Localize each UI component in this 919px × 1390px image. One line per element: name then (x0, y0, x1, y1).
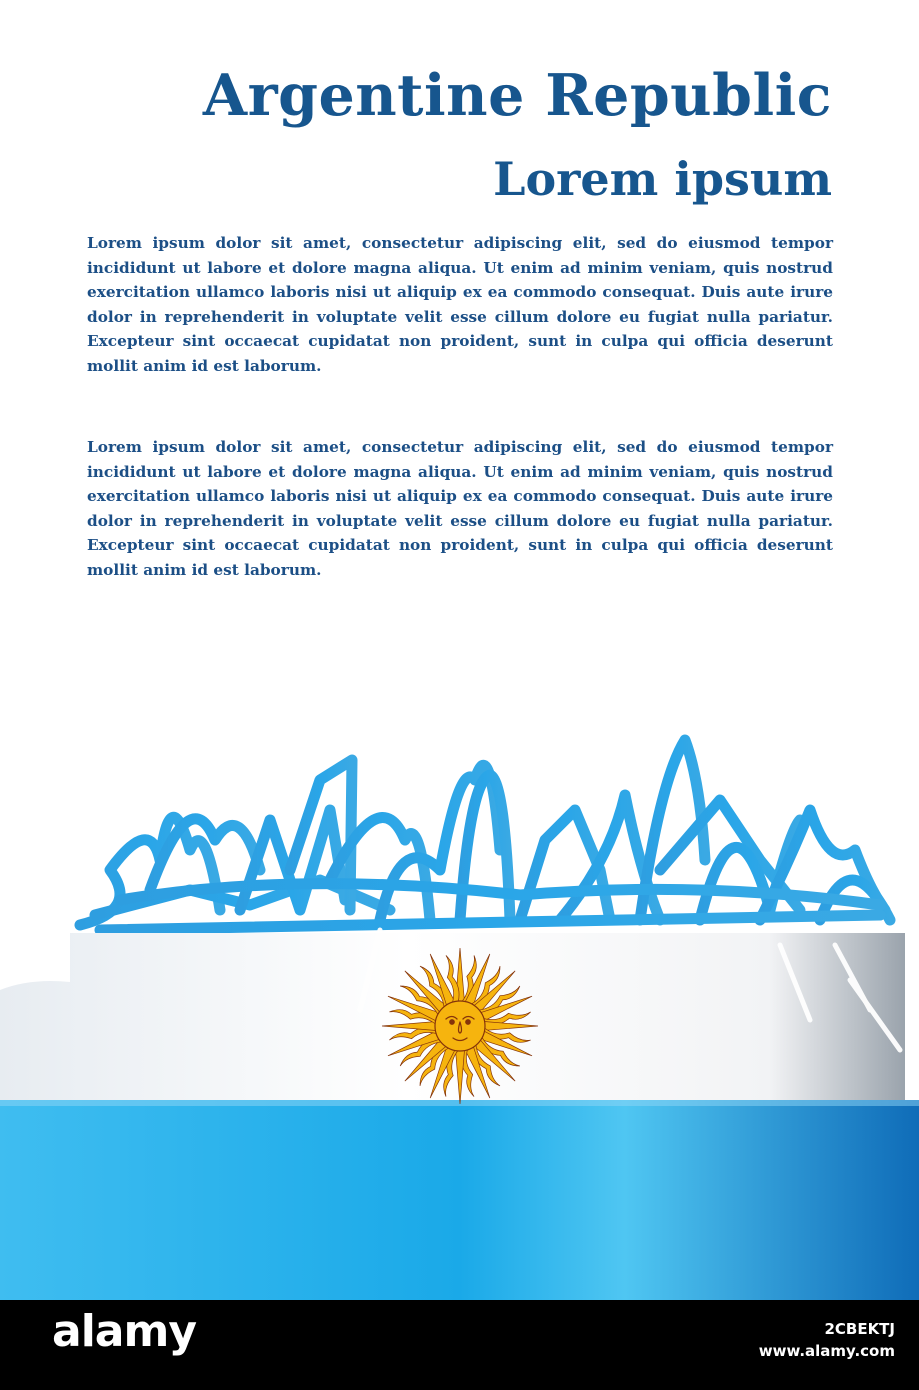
sun-of-may-icon (382, 948, 538, 1104)
body-paragraph-1: Lorem ipsum dolor sit amet, consectetur adipiscing elit, sed do eiusmod tempor incididunt ut labore et dolore magna aliqua. Ut enim ad minim veniam, quis nostrud exercitation ullamco laboris nisi ut aliquip ex ea commodo consequat. Duis aute irure dolor in reprehenderit in voluptate velit esse cillum dolore eu fugiat nulla pariatur. Excepteur sint occaecat cupidatat non proident, sunt in culpa qui officia deserunt mollit anim id est laborum. (87, 234, 833, 375)
alamy-logo: alamy (52, 1306, 196, 1357)
argentina-flag-illustration (0, 720, 919, 1300)
brush-strokes (80, 740, 890, 930)
image-id: 2CBEKTJ (824, 1320, 895, 1338)
body-paragraph-2: Lorem ipsum dolor sit amet, consectetur adipiscing elit, sed do eiusmod tempor incididunt ut labore et dolore magna aliqua. Ut enim ad minim veniam, quis nostrud exercitation ullamco laboris nisi ut aliquip ex ea commodo consequat. Duis aute irure dolor in reprehenderit in voluptate velit esse cillum dolore eu fugiat nulla pariatur. Excepteur sint occaecat cupidatat non proident, sunt in culpa qui officia deserunt mollit anim id est laborum. (87, 438, 833, 579)
page-subtitle: Lorem ipsum (493, 152, 832, 206)
watermark-url: www.alamy.com (758, 1342, 895, 1360)
blue-band (0, 1100, 919, 1300)
page-title: Argentine Republic (202, 62, 832, 129)
